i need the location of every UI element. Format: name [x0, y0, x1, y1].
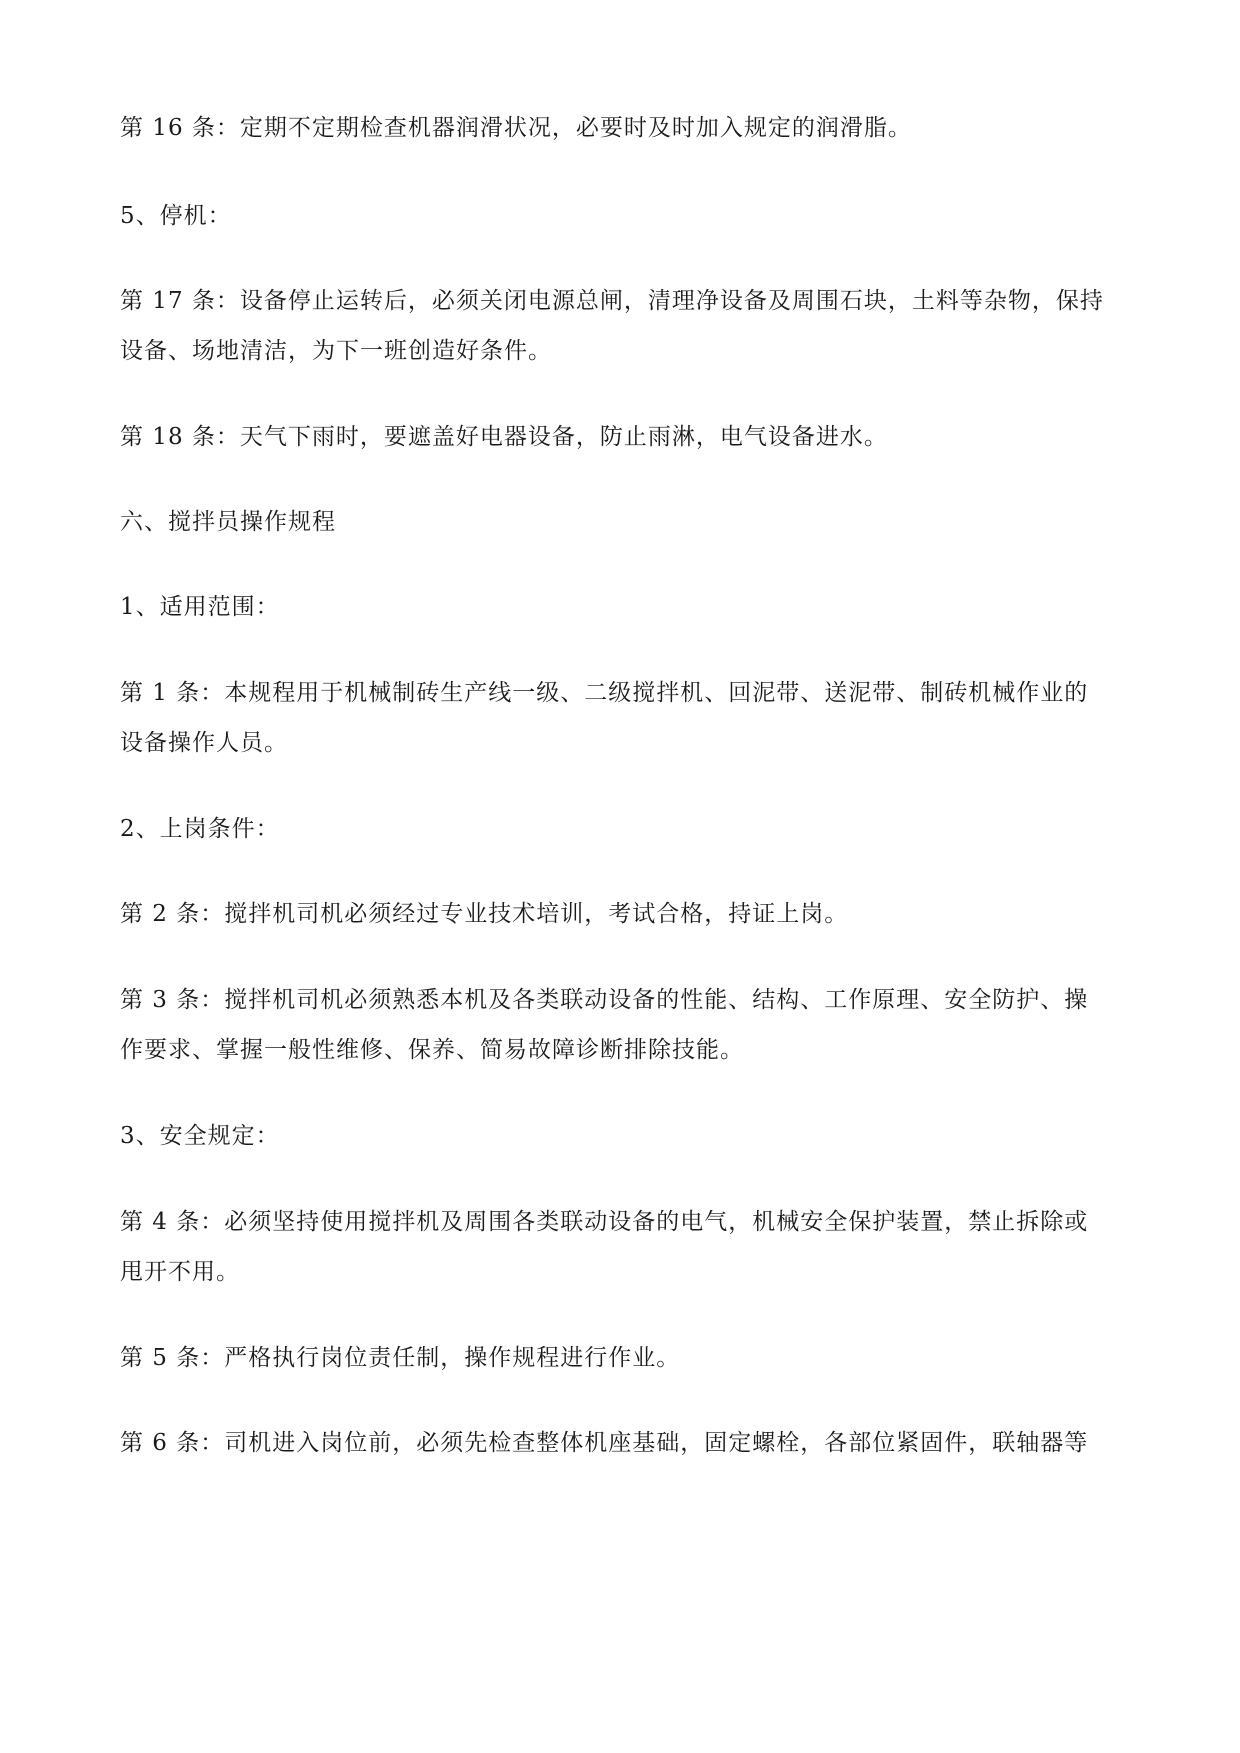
- text-line: 六、搅拌员操作规程: [120, 509, 336, 535]
- text-line: 第 4 条：必须坚持使用搅拌机及周围各类联动设备的电气，机械安全保护装置，禁止拆除或: [120, 1209, 1089, 1235]
- text-line: 2、上岗条件：: [120, 816, 280, 842]
- chapter-heading-mixer-operator: [120, 497, 1130, 547]
- paragraph-article-5: [120, 1333, 1130, 1383]
- section-heading-scope: [120, 582, 1130, 632]
- text-line: 第 17 条：设备停止运转后，必须关闭电源总闸，清理净设备及周围石块，土料等杂物，保持: [120, 288, 1104, 314]
- text-line: 设备、场地清洁，为下一班创造好条件。: [120, 338, 552, 364]
- text-line: 第 3 条：搅拌机司机必须熟悉本机及各类联动设备的性能、结构、工作原理、安全防护、操: [120, 987, 1089, 1013]
- text-line: 甩开不用。: [120, 1259, 240, 1285]
- text-line: 作要求、掌握一般性维修、保养、简易故障诊断排除技能。: [120, 1037, 744, 1063]
- section-heading-shutdown: [120, 191, 1130, 241]
- text-line: 3、安全规定：: [120, 1123, 280, 1149]
- paragraph-article-3: [120, 975, 1130, 1075]
- paragraph-article-17: [120, 276, 1130, 376]
- section-heading-safety: [120, 1111, 1130, 1161]
- paragraph-article-6: [120, 1418, 1130, 1468]
- paragraph-article-16: [120, 103, 1130, 153]
- paragraph-article-18: [120, 412, 1130, 462]
- text-line: 设备操作人员。: [120, 730, 288, 756]
- text-line: 第 16 条：定期不定期检查机器润滑状况，必要时及时加入规定的润滑脂。: [120, 115, 912, 141]
- text-line: 第 2 条：搅拌机司机必须经过专业技术培训，考试合格，持证上岗。: [120, 901, 849, 927]
- text-line: 第 5 条：严格执行岗位责任制，操作规程进行作业。: [120, 1345, 681, 1371]
- text-line: 第 6 条：司机进入岗位前，必须先检查整体机座基础，固定螺栓，各部位紧固件，联轴器等: [120, 1430, 1089, 1456]
- text-line: 第 1 条：本规程用于机械制砖生产线一级、二级搅拌机、回泥带、送泥带、制砖机械作业的: [120, 680, 1089, 706]
- text-line: 1、适用范围：: [120, 594, 280, 620]
- paragraph-article-4: [120, 1197, 1130, 1297]
- paragraph-article-1: [120, 668, 1130, 768]
- text-line: 第 18 条：天气下雨时，要遮盖好电器设备，防止雨淋，电气设备进水。: [120, 424, 888, 450]
- section-heading-qualifications: [120, 804, 1130, 854]
- text-line: 5、停机：: [120, 203, 232, 229]
- paragraph-article-2: [120, 889, 1130, 939]
